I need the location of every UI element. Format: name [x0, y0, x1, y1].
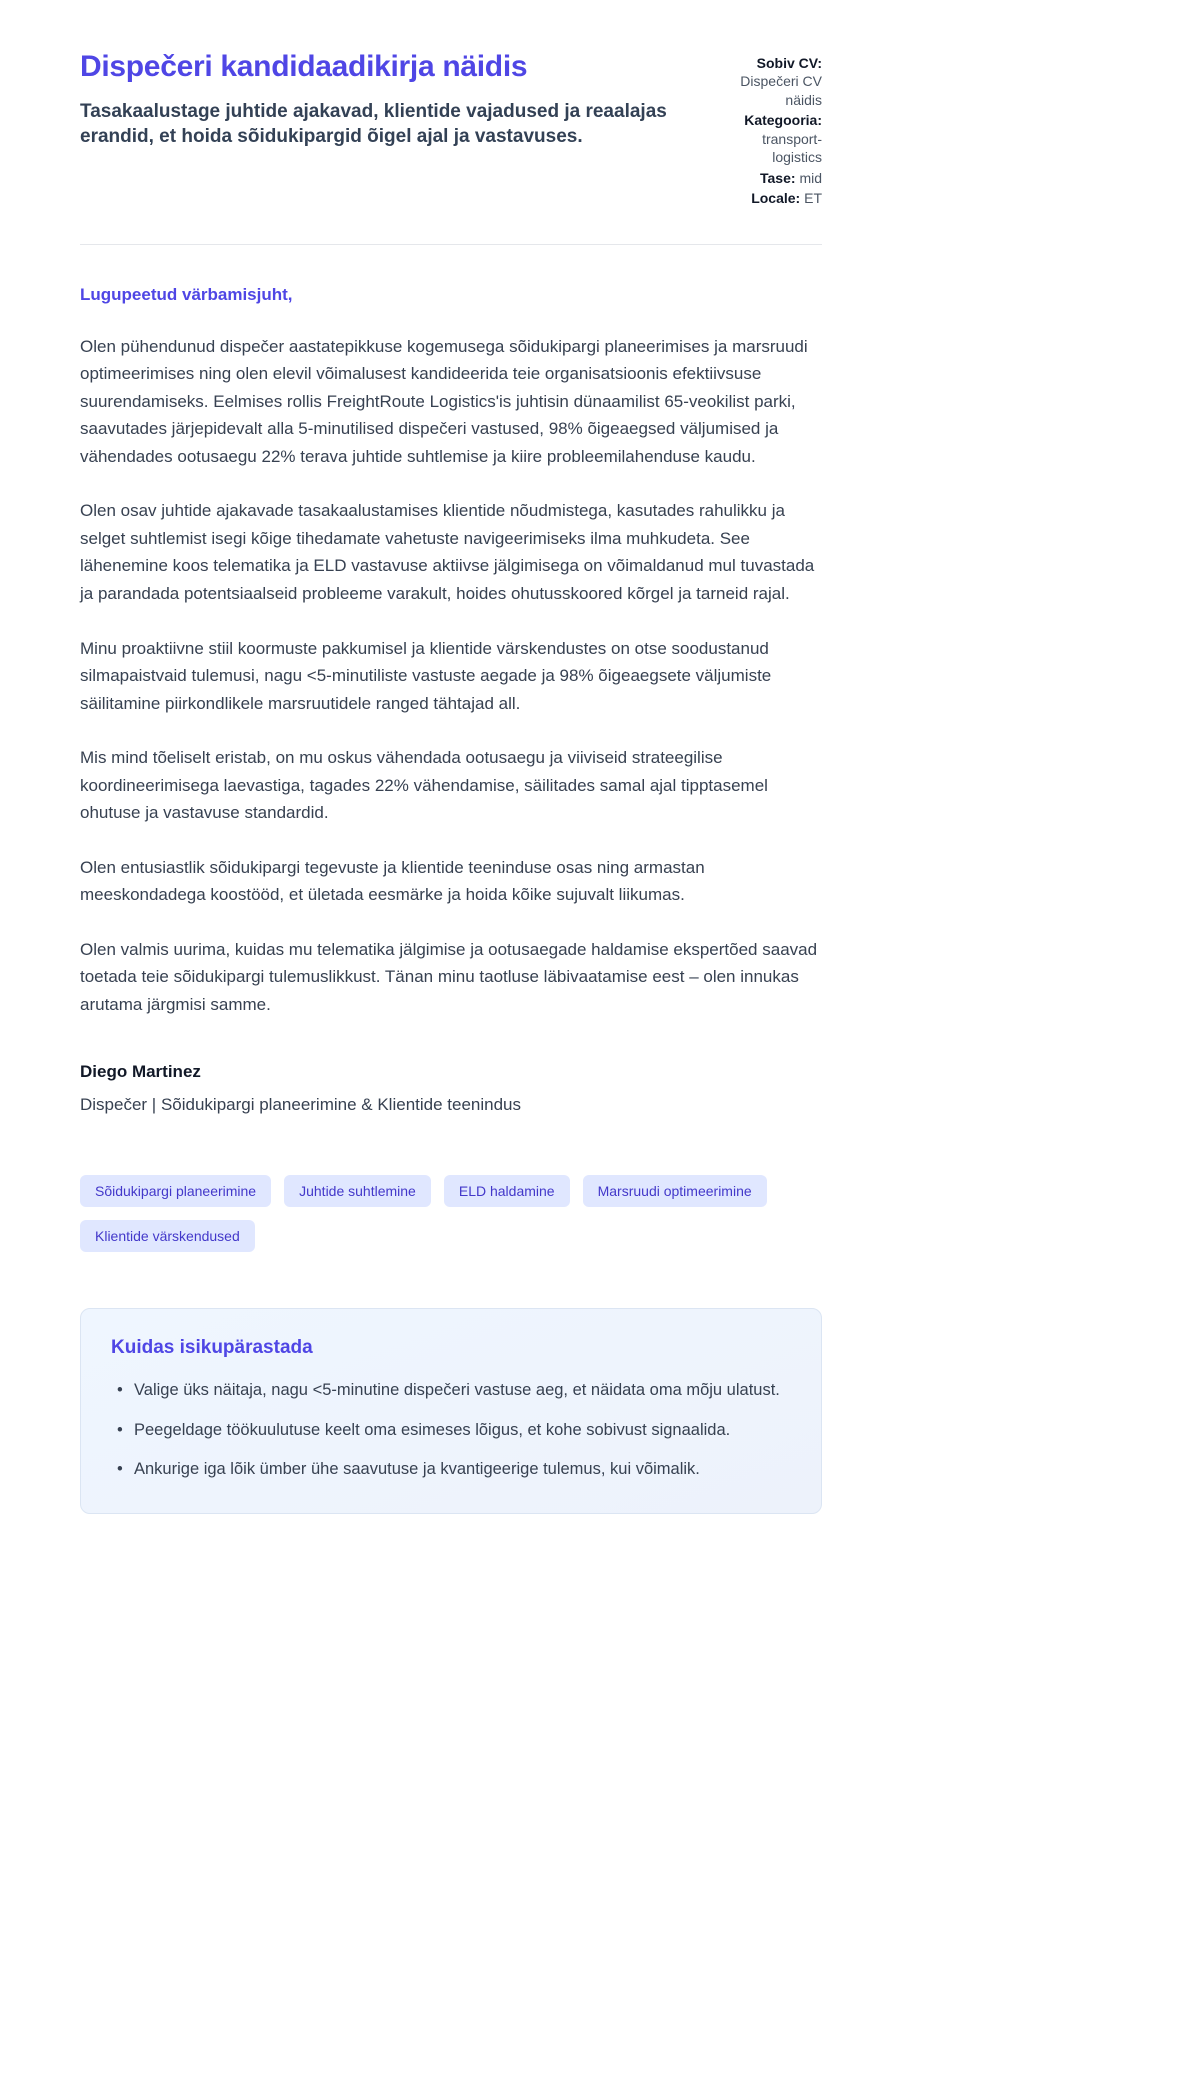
- tips-list: [111, 1377, 791, 1483]
- page-subtitle: Tasakaalustage juhtide ajakavad, klientide vajadused ja reaalajas erandid, et hoida sõidukipargid õigel ajal ja vastavuses.: [80, 100, 667, 147]
- skill-tag: ELD haldamine: [444, 1175, 570, 1207]
- skill-tag: Sõidukipargi planeerimine: [80, 1175, 271, 1207]
- tip-item: • Ankurige iga lõik ümber ühe saavutuse ja kvantigeerige tulemus, kui võimalik.: [111, 1456, 791, 1483]
- meta-label: Sobiv CV:: [756, 55, 822, 71]
- tip-item: • Peegeldage töökuulutuse keelt oma esimeses lõigus, et kohe sobivust signaalida.: [111, 1417, 791, 1444]
- meta-row: [724, 54, 822, 109]
- letter-paragraph: Olen entusiastlik sõidukipargi tegevuste ja klientide teeninduse osas ning armastan meeskondadega koostööd, et ületada eesmärke ja hoida kõike sujuvalt liikumas.: [80, 857, 705, 905]
- meta-label: Tase:: [760, 169, 796, 186]
- page-title: Dispečeri kandidaadikirja näidis: [80, 50, 528, 83]
- signature-name: Diego Martinez: [80, 1062, 201, 1082]
- skill-tags: [80, 1175, 780, 1252]
- meta-row: [724, 189, 822, 207]
- meta-label: Kategooria:: [744, 112, 822, 129]
- letter-paragraph: Mis mind tõeliselt eristab, on mu oskus vähendada ootusaegu ja viiviseid strateegilise koordineerimisega laevastiga, tagades 22% vähendamise, säilitades samal ajal tipptasemel ohutuse ja vastavuse standardid.: [80, 748, 768, 823]
- meta-row: [724, 111, 822, 166]
- letter-body: [80, 285, 822, 1116]
- meta-value: ET: [804, 190, 822, 207]
- skill-tag: Klientide värskendused: [80, 1220, 255, 1252]
- meta-value: Dispečeri CV näidis: [740, 73, 822, 108]
- page: [80, 0, 822, 1514]
- letter-paragraph: Olen valmis uurima, kuidas mu telematika jälgimise ja ootusaegade haldamise ekspertõed saavad toetada teie sõidukipargi tulemuslikkust. Tänan minu taotluse läbivaatamise eest – olen innukas arutama järgmisi samme.: [80, 939, 818, 1014]
- meta-value: transport-logistics: [762, 130, 822, 166]
- letter-paragraphs: [80, 333, 822, 1019]
- signature-role: Dispečer | Sõidukipargi planeerimine & Klientide teenindus: [80, 1095, 522, 1115]
- meta-block: [724, 50, 822, 210]
- personalization-tips-box: [80, 1308, 822, 1514]
- skill-tag: Marsruudi optimeerimine: [583, 1175, 767, 1207]
- letter-paragraph: Olen osav juhtide ajakavade tasakaalustamises klientide nõudmistega, kasutades rahulikku ja selget suhtlemist isegi kõige tihedamate vahetuste navigeerimiseks ilma muhkudeta. See lähenemine koos telematika ja ELD vastavuse aktiivse jälgimisega on võimaldanud mul tuvastada ja parandada potentsiaalseid probleeme varakult, hoides ohutusskoored kõrgel ja tarneid rajal.: [80, 501, 815, 603]
- meta-value: mid: [799, 169, 822, 186]
- letter-paragraph: Minu proaktiivne stiil koormuste pakkumisel ja klientide värskendustes on otse soodustanud silmapaistvaid tulemusi, nagu <5-minutiliste vastuste aegade ja 98% õigeaegsete väljumiste säilitamine piirkondlikele marsruutidele ranged tähtajad all.: [80, 638, 772, 713]
- header-divider: [80, 244, 822, 245]
- meta-row: [724, 169, 822, 187]
- letter-greeting: Lugupeetud värbamisjuht,: [80, 284, 293, 304]
- header: [80, 50, 822, 210]
- tips-title: Kuidas isikupärastada: [111, 1337, 313, 1359]
- tip-item: • Valige üks näitaja, nagu <5-minutine dispečeri vastuse aeg, et näidata oma mõju ulatust.: [111, 1377, 791, 1404]
- header-text: [80, 50, 692, 149]
- meta-label: Locale:: [751, 190, 801, 207]
- skill-tag: Juhtide suhtlemine: [284, 1175, 431, 1207]
- letter-paragraph: Olen pühendunud dispečer aastatepikkuse kogemusega sõidukipargi planeerimises ja marsruudi optimeerimises ning olen elevil võimalusest kandideerida teie organisatsioonis efektiivsuse suurendamiseks. Eelmises rollis FreightRoute Logistics'is juhtisin dünaamilist 65-veokilist parki, saavutades järjepidevalt alla 5-minutilised dispečeri vastused, 98% õigeaegsed väljumised ja vähendades ootusaegu 22% terava juhtide suhtlemise ja kiire probleemilahenduse kaudu.: [80, 336, 808, 466]
